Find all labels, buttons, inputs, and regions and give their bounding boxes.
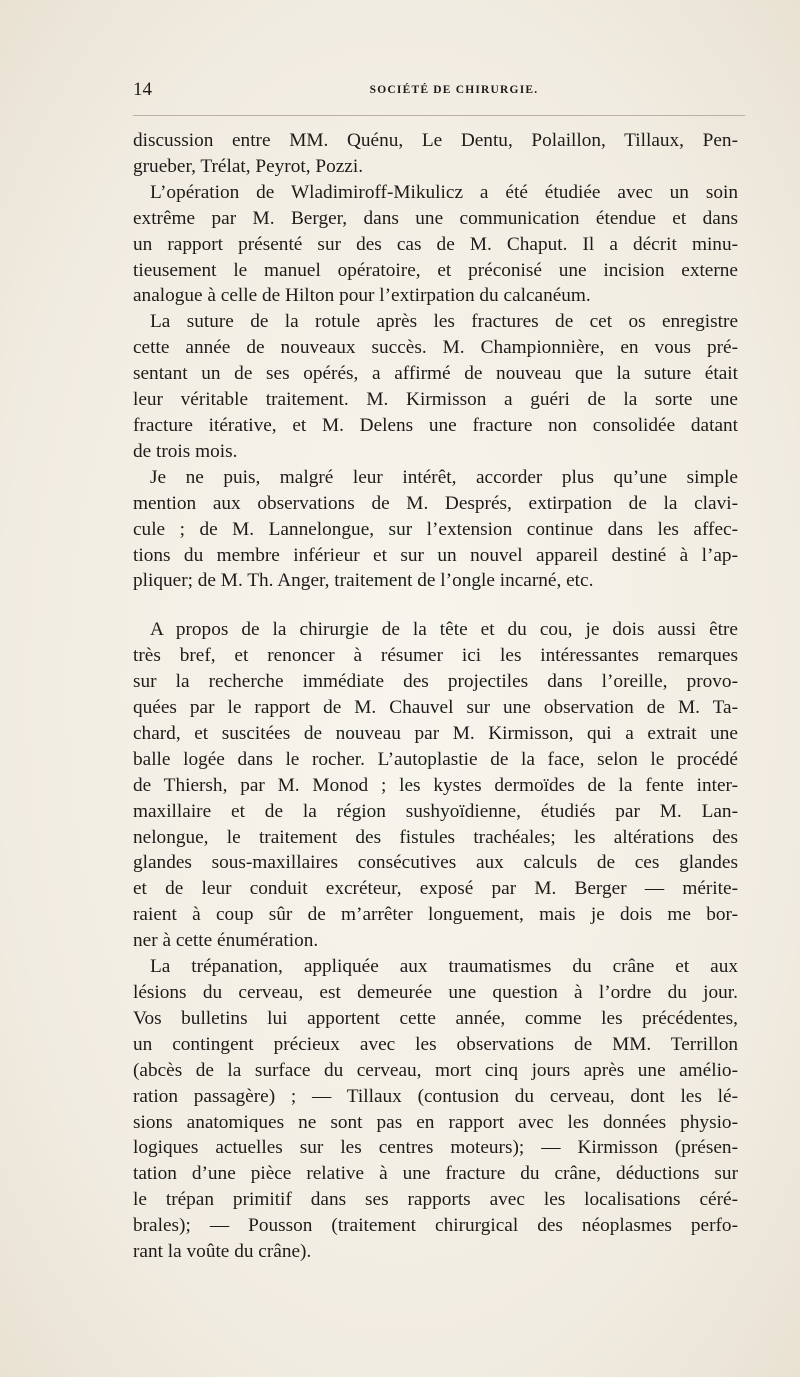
text-line: grueber, Trélat, Peyrot, Pozzi. [133,155,364,177]
text-line: (abcès de la surface du cerveau, mort cinq jours après une amélio- [133,1059,738,1081]
text-line: La trépanation, appliquée aux traumatismes du crâne et aux [150,956,738,978]
text-line: et de leur conduit excréteur, exposé par M. Berger — mérite- [133,878,738,900]
text-line: Je ne puis, malgré leur intérêt, accorder plus qu’une simple [150,466,738,488]
text-line: fracture itérative, et M. Delens une fracture non consolidée datant [133,414,738,436]
text-line: tation d’une pièce relative à une fracture du crâne, déductions sur [133,1163,738,1185]
text-line: un rapport présenté sur des cas de M. Chaput. Il a décrit minu- [133,233,738,255]
paragraph-1 [133,128,738,180]
text-line: raient à coup sûr de m’arrêter longuement, mais je dois me bor- [133,904,738,926]
text-line: nelongue, le traitement des fistules trachéales; les altérations des [133,826,738,848]
paragraph-6 [133,954,738,1265]
text-line: sentant un de ses opérés, a affirmé de nouveau que la suture était [133,363,738,385]
text-line: tieusement le manuel opératoire, et préconisé une incision externe [133,259,738,281]
text-line: discussion entre MM. Quénu, Le Dentu, Polaillon, Tillaux, Pen- [133,130,738,151]
text-line: maxillaire et de la région sushyoïdienne, étudiés par M. Lan- [133,800,738,822]
text-line: mention aux observations de M. Després, extirpation de la clavi- [133,492,738,514]
header-rule [133,115,745,116]
text-line: balle logée dans le rocher. L’autoplastie de la face, selon le procédé [133,748,738,770]
paragraph-2 [133,180,738,310]
text-line: quées par le rapport de M. Chauvel sur une observation de M. Ta- [133,697,738,719]
text-line: brales); — Pousson (traitement chirurgical des néoplasmes perfo- [133,1215,738,1237]
text-line: le trépan primitif dans ses rapports avec les localisations céré- [133,1189,738,1211]
paragraph-5 [133,617,738,954]
text-line: ner à cette énumération. [133,930,319,952]
text-line: rant la voûte du crâne). [133,1241,312,1263]
text-line: A propos de la chirurgie de la tête et du cou, je dois aussi être [150,619,738,641]
paragraph-gap [133,594,738,617]
text-line: très bref, et renoncer à résumer ici les intéressantes remarques [133,645,738,667]
text-line: cette année de nouveaux succès. M. Championnière, en vous pré- [133,337,738,359]
text-line: glandes sous-maxillaires consécutives aux calculs de ces glandes [133,852,738,874]
text-line: L’opération de Wladimiroff-Mikulicz a été étudiée avec un soin [150,181,738,203]
text-line: logiques actuelles sur les centres moteurs); — Kirmisson (présen- [133,1137,738,1159]
text-line: Vos bulletins lui apportent cette année, comme les précédentes, [133,1007,738,1029]
text-line: tions du membre inférieur et sur un nouvel appareil destiné à l’ap- [133,544,738,566]
body-text [133,128,738,1265]
running-head: SOCIÉTÉ DE CHIRURGIE. [369,84,539,96]
text-line: La suture de la rotule après les fractures de cet os enregistre [150,311,738,333]
page-header [133,78,745,102]
text-line: de trois mois. [133,440,238,462]
text-line: extrême par M. Berger, dans une communication étendue et dans [133,207,738,229]
text-line: ration passagère) ; — Tillaux (contusion du cerveau, dont les lé- [133,1085,738,1107]
text-line: chard, et suscitées de nouveau par M. Kirmisson, qui a extrait une [133,722,738,744]
text-line: lésions du cerveau, est demeurée une question à l’ordre du jour. [133,982,738,1003]
paragraph-4 [133,465,738,595]
text-line: pliquer; de M. Th. Anger, traitement de l’ongle incarné, etc. [133,570,594,592]
page-number: 14 [133,79,152,100]
text-line: analogue à celle de Hilton pour l’extirpation du calcanéum. [133,285,591,307]
text-line: sur la recherche immédiate des projectiles dans l’oreille, provo- [133,671,738,693]
text-line: de Thiersh, par M. Monod ; les kystes dermoïdes de la fente inter- [133,774,738,796]
text-line: sions anatomiques ne sont pas en rapport avec les données physio- [133,1111,738,1133]
paragraph-3 [133,309,738,464]
text-line: un contingent précieux avec les observations de MM. Terrillon [133,1033,738,1055]
text-line: leur véritable traitement. M. Kirmisson a guéri de la sorte une [133,389,738,411]
text-line: cule ; de M. Lannelongue, sur l’extension continue dans les affec- [133,518,738,540]
